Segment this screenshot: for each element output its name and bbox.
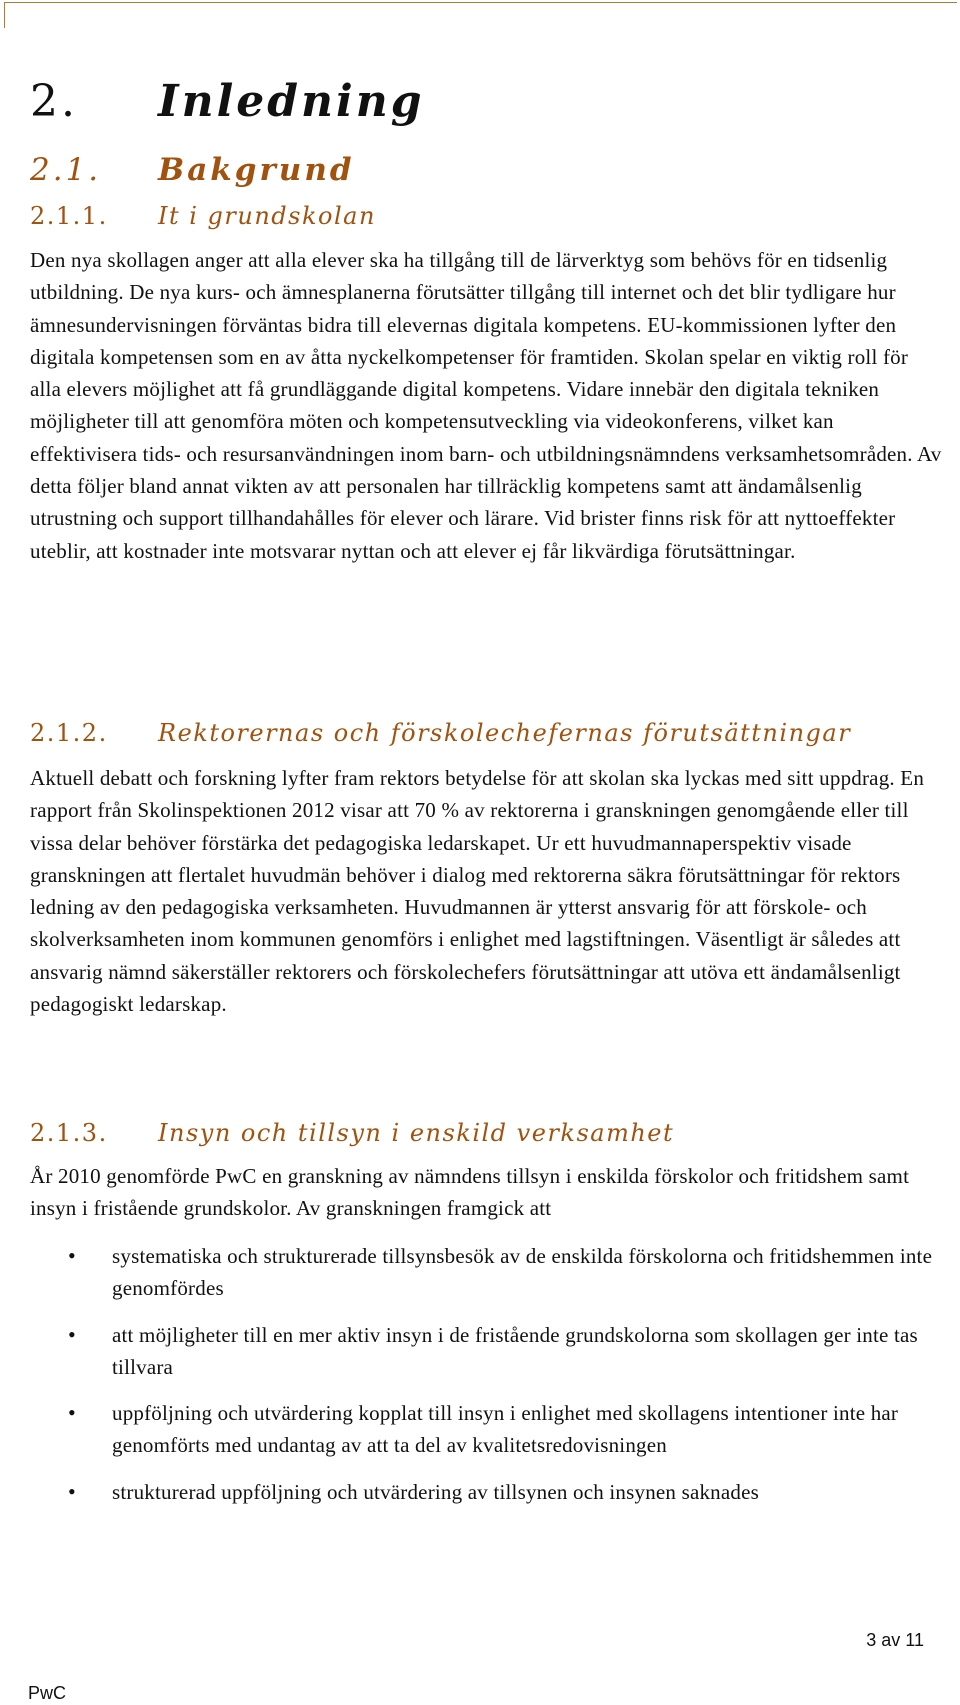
bullet-icon: • [68,1400,76,1426]
section-number: 2.1. [30,152,102,188]
subsection-number: 2.1.1. [30,202,108,230]
list-item-text: systematiska och strukturerade tillsynsbesök av de enskilda förskolorna och fritidshemmen inte genomfördes [112,1244,933,1301]
footer-company: PwC [28,1683,67,1703]
subsection-title: Insyn och tillsyn i enskild verksamhet [158,1119,675,1147]
list-item [30,1476,942,1508]
subsection-heading-rektorernas [30,719,851,747]
chapter-number: 2. [30,76,78,127]
bullet-icon: • [68,1243,76,1268]
paragraph-rektorernas: Aktuell debatt och forskning lyfter fram rektors betydelse för att skolan ska lyckas med sitt uppdrag. En rapport från Skolinspektionen 2012 visar att 70 % av rektorerna i granskningen genomgående eller till vissa delar behöver förstärka det pedagogiska ledarskapet. Ur ett huvudmannaperspektiv visade granskningen att flertalet huvudmän behöver i dialog med rektorerna säkra förutsättningar för rektors ledning av den pedagogiska verksamheten. Huvudmannen är ytterst ansvarig för att förskole- och skolverksamheten inom kommunen genomförs i enlighet med lagstiftningen. Väsentligt är således att ansvarig nämnd säkerställer rektorers och förskolechefers förutsättningar att utöva ett ändamålsenligt pedagogiskt ledarskap. [30,766,925,1017]
bullet-icon: • [68,1321,76,1347]
paragraph-insyn: År 2010 genomförde PwC en granskning av nämndens tillsyn i enskilda förskolor och fritidshem samt insyn i fristående grundskolor. Av granskningen framgick att [30,1164,910,1221]
left-border-tick [4,2,5,28]
list-item-text: uppföljning och utvärdering kopplat till insyn i enlighet med skollagens intentioner inte har genomförts med undantag av att ta del av kvalitetsredovisningen [112,1401,899,1458]
subsection-heading-it-i-grundskolan [30,202,376,230]
section-title: Bakgrund [158,152,355,188]
list-item [30,1319,942,1384]
chapter-heading [30,76,425,127]
subsection-number: 2.1.2. [30,719,108,747]
bullet-icon: • [68,1478,76,1504]
subsection-title: Rektorernas och förskolechefernas förutsättningar [158,719,852,747]
chapter-title: Inledning [158,76,425,127]
page-number: 3 av 11 [866,1630,924,1650]
list-item [30,1397,942,1462]
findings-list [30,1240,942,1508]
section-heading-bakgrund [30,152,355,188]
paragraph-it-i-grundskolan: Den nya skollagen anger att alla elever ska ha tillgång till de lärverktyg som behövs för en tidsenlig utbildning. De nya kurs- och ämnesplanerna förutsätter tillgång till internet och det blir tydligare hur ämnesundervisningen förväntas bidra till elevernas digitala kompetens. EU-kommissionen lyfter den digitala kompetensen som en av åtta nyckelkompetenser för framtiden. Skolan spelar en viktig roll för alla elevers möjlighet att få grundläggande digital kompetens. Vidare innebär den digitala tekniken möjligheter till att genomföra möten och kompetensutveckling via videokonferens, vilket kan effektivisera tids- och resursanvändningen inom barn- och utbildningsnämndens verksamhetsområden. Av detta följer bland annat vikten av att personalen har tillräcklig kompetens samt att ändamålsenlig utrustning och support tillhandahålles för elever och lärare. Vid brister finns risk för att nyttoeffekter uteblir, att kostnader inte motsvarar nyttan och att elever ej får likvärdiga förutsättningar. [30,248,942,563]
list-item-text: att möjligheter till en mer aktiv insyn i de fristående grundskolorna som skollagen ger inte tas tillvara [112,1322,918,1379]
top-border-line [4,2,957,3]
list-item-text: strukturerad uppföljning och utvärdering av tillsynen och insynen saknades [112,1479,759,1504]
subsection-heading-insyn [30,1119,674,1147]
list-item [30,1240,942,1305]
subsection-number: 2.1.3. [30,1119,108,1147]
subsection-title: It i grundskolan [158,202,376,230]
